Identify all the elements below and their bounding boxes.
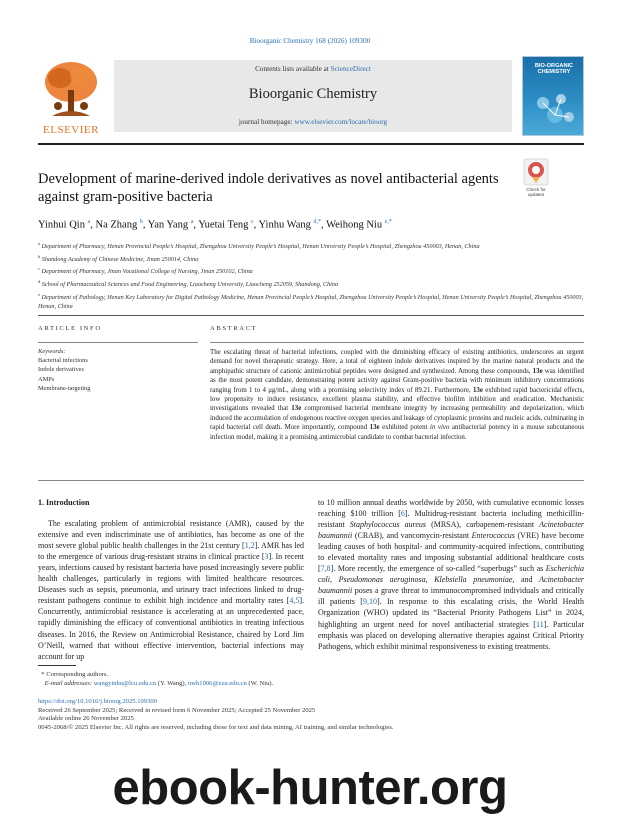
author-affil-link[interactable]: c: [251, 219, 254, 225]
reference-link[interactable]: 7,8: [320, 564, 331, 574]
crossmark-label: [514, 187, 558, 197]
affiliation-item: $^c$ Department of Pharmacy, Jinan Vocational College of Nursing, Jinan 250102, China: [38, 266, 253, 276]
affiliation-item: $^a$ Department of Pharmacy, Henan Provincial People’s Hospital, Zhengzhou University People’s Hospital, Henan University People’s Hospital, Zhengzhou 450003, Henan, China: [38, 241, 480, 251]
author-affil-link[interactable]: b: [139, 219, 143, 225]
author-name: Weihong Niu: [326, 219, 383, 231]
reference-link[interactable]: 9,10: [362, 597, 377, 607]
crossmark-icon[interactable]: [520, 157, 552, 187]
footnotes: [38, 670, 584, 689]
affiliation-item: $^d$ School of Pharmaceutical Sciences and Food Engineering, Liaocheng University, Liaocheng 252059, Shandong, China: [38, 278, 339, 289]
reference-link[interactable]: 4,5: [289, 596, 300, 606]
author-affil-link[interactable]: a: [190, 219, 194, 225]
article-info-subrule: [38, 342, 198, 343]
copyright-line: 0045-2068/© 2025 Elsevier Inc. All rights are reserved, including those for text and data mining, AI training, and similar technologies.: [38, 723, 394, 731]
crossmark-label-line-2: updates: [527, 192, 545, 198]
article-info-heading: ARTICLE INFO: [38, 325, 102, 332]
doi-link[interactable]: https://doi.org/10.1016/j.bioorg.2025.109300: [38, 698, 157, 705]
cover-title-line-1: BIO-ORGANIC: [534, 63, 574, 69]
masthead: [38, 56, 584, 136]
article-info-rule: [38, 315, 584, 316]
author-affil-link[interactable]: a: [87, 219, 91, 225]
homepage-link[interactable]: www.elsevier.com/locate/bioorg: [294, 118, 388, 126]
publisher-wordmark: ELSEVIER: [43, 124, 99, 136]
journal-name: Bioorganic Chemistry: [248, 86, 378, 102]
keywords-heading: Keywords:: [38, 348, 66, 355]
keyword-item: AMPs: [38, 375, 55, 383]
corresponding-note: * Corresponding authors.: [38, 671, 109, 678]
journal-banner: [114, 60, 512, 132]
email-note: E-mail addresses: wangyinhu@lcu.edu.cn (Y. Wang), nwh1006@zzu.edu.cn (W. Niu).: [44, 680, 274, 688]
reference-link[interactable]: 11: [535, 619, 544, 629]
homepage-line: [114, 118, 512, 126]
author-name: Yinhui Qin: [38, 219, 85, 231]
abstract-heading: ABSTRACT: [210, 325, 258, 332]
received-dates: Received 26 September 2025; Received in revised form 6 November 2025; Accepted 25 November 2025: [38, 706, 316, 714]
author-affil-link[interactable]: d,*: [313, 219, 322, 225]
body-column-left: [38, 497, 304, 662]
sciencedirect-link[interactable]: ScienceDirect: [330, 65, 371, 73]
available-online: Available online 26 November 2025: [38, 715, 134, 723]
elsevier-tree-logo: [38, 56, 104, 136]
affiliation-list: [38, 239, 584, 312]
contents-prefix: Contents lists available at: [255, 65, 331, 73]
reference-link[interactable]: 1,2: [244, 541, 255, 551]
footnote-rule: [38, 665, 76, 666]
watermark-text: ebook-hunter.org: [112, 761, 508, 815]
author-name: Yinhu Wang: [258, 219, 311, 231]
intro-paragraph-continued: to 10 million annual deaths worldwide by 2050, with cumulative economic losses reaching $100 trillion [6]. Multidrug-resistant bacteria including methicillin-resistant Staphylococcus aureus (MRSA), carbapenem-resistant Acinetobacter baumannii (CRAB), and vancomycin-resistant Enterococcus (VRE) have become leading causes of both hospital- and community-acquired infections, contributing to elevated mortality rates and imposing substantial additional healthcare costs [7,8]. More recently, the emergence of so-called “superbugs” such as Escherichia coli, Pseudomonas aeruginosa, Klebsiella pneumoniae, and Acinetobacter baumannii poses a grave threat to immunocompromised individuals and critically ill patients [9,10]. In response to this escalating crisis, the World Health Organization (WHO) updated its “Bacterial Priority Pathogens List” in 2024, highlighting an urgent need for novel antibacterial strategies [11]. Particular emphasis was placed on developing alternative therapies against Critical Priority Pathogens, which exhibit minimal responsiveness to existing treatments.: [318, 498, 585, 651]
article-title: Development of marine-derived indole derivatives as novel antibacterial agents against gram-positive bacteria: [38, 171, 499, 205]
cover-title-line-2: CHEMISTRY: [537, 69, 571, 76]
affiliation-item: $^b$ Shandong Academy of Chinese Medicine, Jinan 250014, China: [38, 253, 199, 263]
homepage-prefix: journal homepage:: [238, 118, 295, 126]
author-name: Yuetai Teng: [198, 219, 249, 231]
masthead-rule: [38, 143, 584, 145]
cover-title: [526, 63, 582, 76]
keyword-item: Indole derivatives: [38, 366, 84, 374]
body-column-right: [318, 497, 584, 652]
contents-line: [114, 65, 512, 73]
reference-link[interactable]: 6: [400, 509, 405, 519]
abstract-subrule: [210, 342, 584, 343]
cover-molecule-art: [531, 89, 577, 129]
intro-paragraph: The escalating problem of antimicrobial resistance (AMR), caused by the extensive and even indiscriminate use of antibiotics, has become as one of the most severe global public health challenges in the 21st century [1,2]. AMR has led to the emergence of various drug-resistant strains in clinical practice [3]. In recent years, infections caused by resistant bacteria have posed increasingly severe public health challenges, particularly in regions with limited healthcare resources. Diseases such as sepsis, pneumonia, and urinary tract infections linked to drug-resistant pathogens continue to exhibit high incidence and mortality rates [4,5]. Concurrently, antimicrobial resistance is accelerating at an unprecedented pace, rapidly diminishing the efficacy of conventional antibiotics in treating infectious diseases. In 2016, the Review on Antimicrobial Resistance, chaired by Lord Jim O’Neill, warned that without effective intervention, bacterial infections may account for up: [38, 519, 304, 661]
keyword-item: Bacterial infections: [38, 357, 88, 365]
keywords-block: [38, 347, 198, 393]
introduction-heading: 1. Introduction: [38, 498, 90, 507]
affiliation-item: $^e$ Department of Pathology, Henan Key Laboratory for Digital Pathology Medicine, Henan Provincial People’s Hospital, Zhengzhou University People’s Hospital, Henan University People’s Hospital, Zhengzhou 450003, Henan, China: [38, 291, 584, 311]
author-name: Yan Yang: [147, 219, 189, 231]
keyword-item: Membrane-targeting: [38, 384, 91, 392]
abstract-text: The escalating threat of bacterial infections, coupled with the diminishing efficacy of existing antibiotics, underscores an urgent demand for novel therapeutic strategy. Here, a total of eighteen indole derivatives inspired by the marine natural products and the amphipathic structure of cationic antimicrobial peptides were designed and synthesized. Among these compounds, 13e was identified as the most potent candidate, demonstrating potent activity against Gram-positive bacteria with minimum inhibitory concentrations ranging from 1 to 4 μg/mL, along with a promising selectivity index of 89.21. Furthermore, 13e exhibited rapid bactericidal effects, low propensity to induce resistance, excellent plasma stability, and effective biofilm inhibition and eradication. Mechanistic investigations revealed that 13e compromised bacterial membrane integrity by increasing permeability and depolarization, which induced the accumulation of endogenous reactive oxygen species and leakage of cytoplasmic proteins and nucleic acids, culminating in rapid bacterial cell death. More importantly, compound 13e exhibited potent in vivo antibacterial potency in a mouse subcutaneous infection model, making it a promising antimicrobial candidate to combat bacterial infection.: [210, 349, 585, 441]
author-affil-link[interactable]: e,*: [384, 219, 392, 225]
article-history: [38, 698, 584, 732]
crossmark-label-line-1: Check for: [526, 187, 546, 192]
reference-link[interactable]: 3: [264, 552, 269, 562]
body-rule: [38, 480, 584, 481]
journal-cover: [522, 56, 584, 136]
author-list: Yinhui Qin $^a$, Na Zhang $^b$, Yan Yang $^a$, Yuetai Teng $^c$, Yinhu Wang $^{d,*}$, Weihong Niu $^{e,*}$: [38, 219, 392, 231]
author-name: Na Zhang: [95, 219, 138, 231]
email-link[interactable]: nwh1006@zzu.edu.cn: [187, 680, 247, 688]
email-link[interactable]: wangyinhu@lcu.edu.cn: [93, 680, 157, 688]
journal-citation[interactable]: Bioorganic Chemistry 168 (2026) 109300: [249, 37, 371, 45]
